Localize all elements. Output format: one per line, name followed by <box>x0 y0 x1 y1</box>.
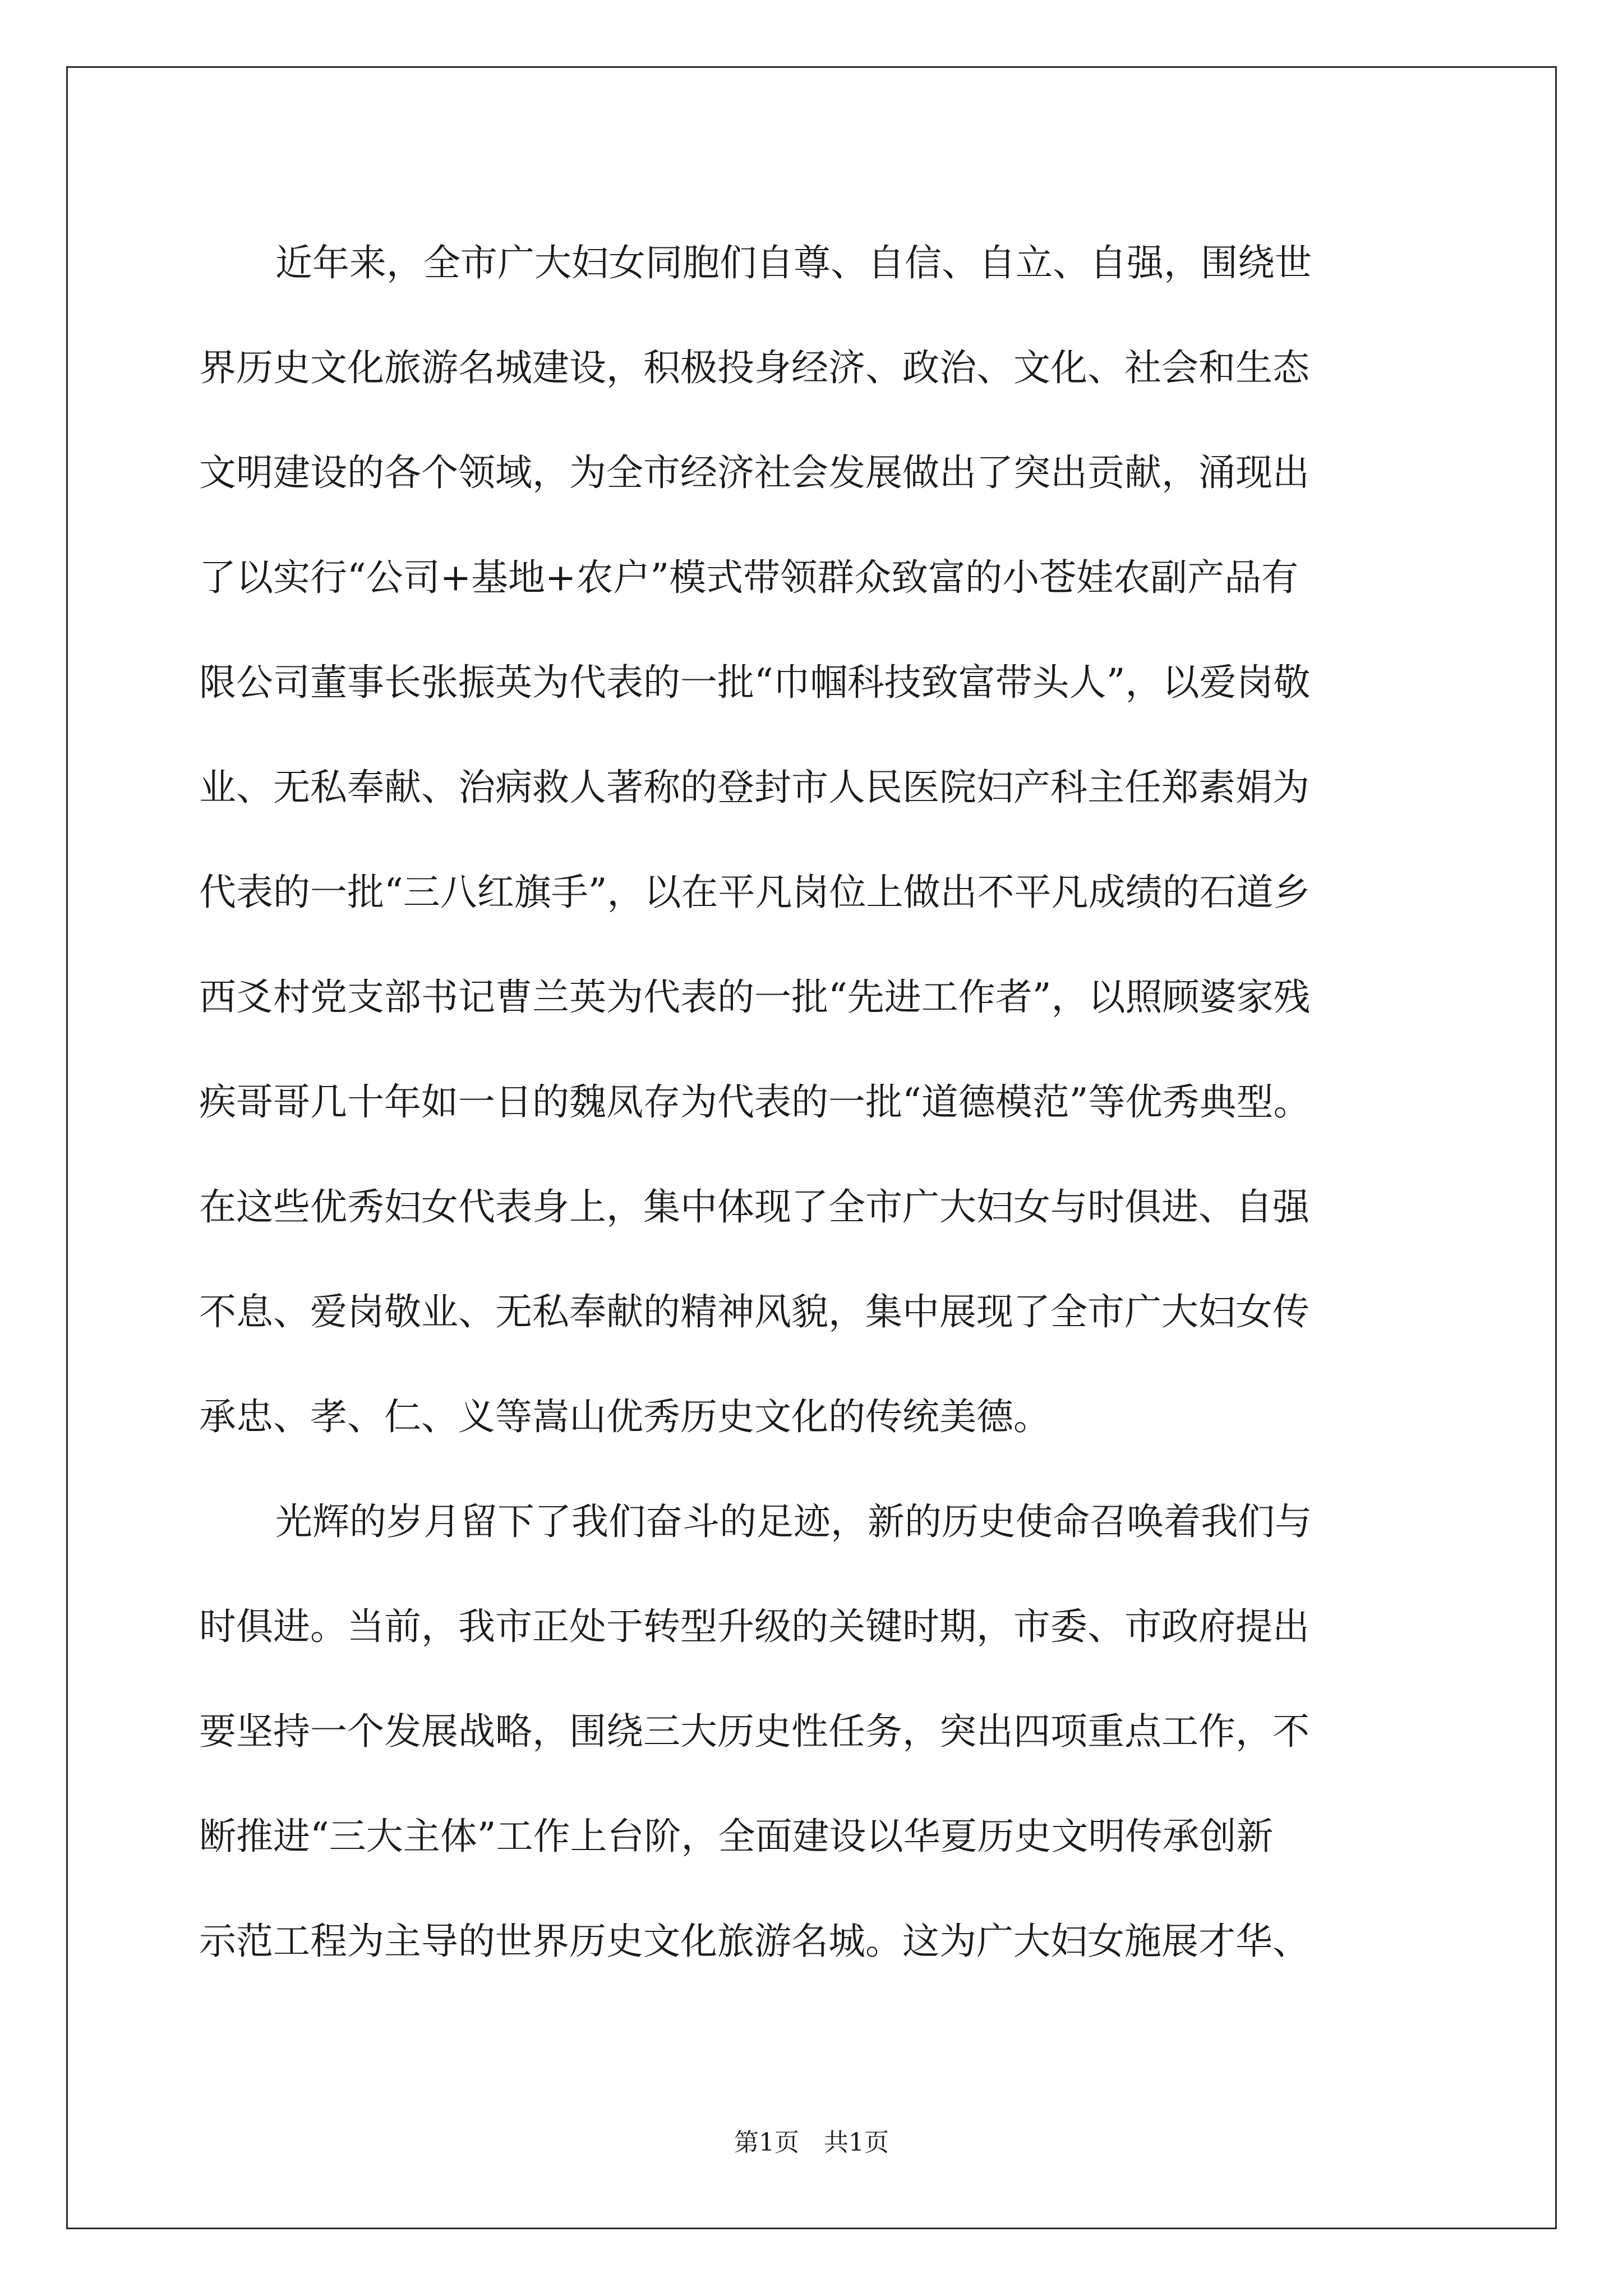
paragraph-2 <box>199 1469 1433 1994</box>
paragraph-line: 文明建设的各个领域，为全市经济社会发展做出了突出贡献，涌现出 <box>199 451 1310 494</box>
paragraph-line: 西爻村党支部书记曹兰英为代表的一批“先进工作者”，以照顾婆家残 <box>199 976 1311 1019</box>
paragraph-line: 代表的一批“三八红旗手”，以在平凡岗位上做出不平凡成绩的石道乡 <box>199 871 1311 914</box>
page-footer <box>0 2126 1623 2160</box>
paragraph-line: 疾哥哥几十年如一日的魏凤存为代表的一批“道德模范”等优秀典型。 <box>199 1080 1311 1124</box>
paragraph-line: 限公司董事长张振英为代表的一批“巾帼科技致富带头人”，以爱岗敬 <box>199 661 1311 704</box>
paragraph-line: 时俱进。当前，我市正处于转型升级的关键时期，市委、市政府提出 <box>199 1605 1310 1648</box>
paragraph-line: 光辉的岁月留下了我们奋斗的足迹，新的历史使命召唤着我们与 <box>275 1500 1312 1543</box>
paragraph-line: 了以实行“公司+基地+农户”模式带领群众致富的小苍娃农副产品有 <box>199 556 1299 599</box>
paragraph-line: 示范工程为主导的世界历史文化旅游名城。这为广大妇女施展才华、 <box>199 1920 1310 1963</box>
paragraph-line: 在这些优秀妇女代表身上，集中体现了全市广大妇女与时俱进、自强 <box>199 1185 1310 1228</box>
document-body <box>199 210 1433 1994</box>
paragraph-1 <box>199 210 1433 1469</box>
paragraph-line: 不息、爱岗敬业、无私奉献的精神风貌，集中展现了全市广大妇女传 <box>199 1290 1310 1333</box>
paragraph-line: 承忠、孝、仁、义等嵩山优秀历史文化的传统美德。 <box>199 1395 1050 1438</box>
paragraph-line: 要坚持一个发展战略，围绕三大历史性任务，突出四项重点工作，不 <box>199 1710 1310 1753</box>
paragraph-line: 界历史文化旅游名城建设，积极投身经济、政治、文化、社会和生态 <box>199 346 1310 389</box>
paragraph-line: 业、无私奉献、治病救人著称的登封市人民医院妇产科主任郑素娟为 <box>199 766 1310 809</box>
paragraph-line: 近年来，全市广大妇女同胞们自尊、自信、自立、自强，围绕世 <box>275 241 1312 284</box>
paragraph-line: 断推进“三大主体”工作上台阶，全面建设以华夏历史文明传承创新 <box>199 1815 1274 1858</box>
page-number-label: 第1页 共1页 <box>734 2128 889 2157</box>
